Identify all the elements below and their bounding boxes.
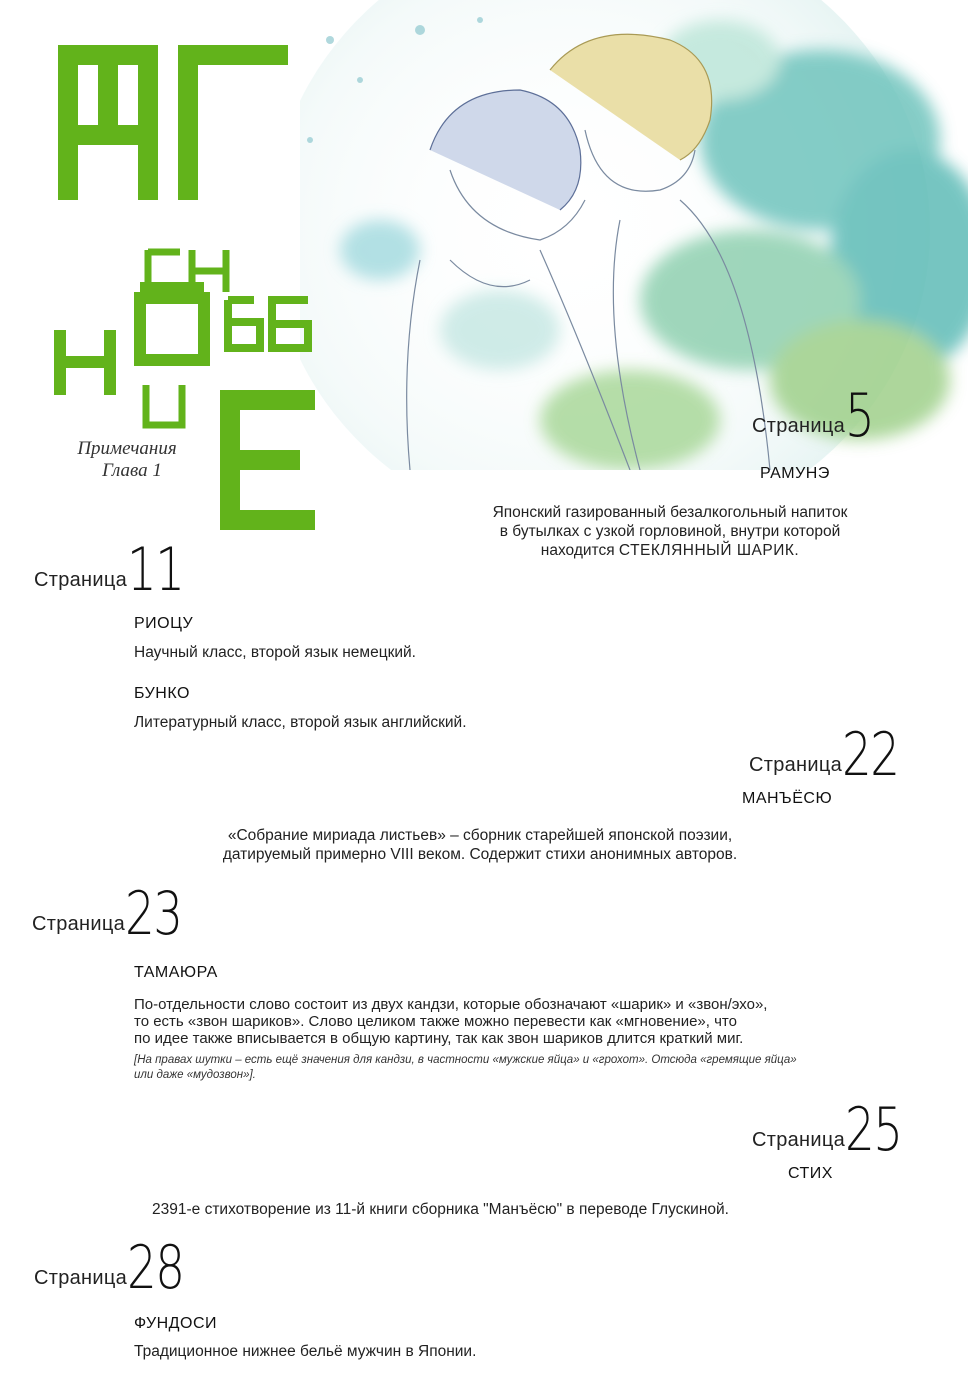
page-number: 5 (845, 381, 874, 451)
page-word: Страница (752, 1129, 846, 1151)
page-28-label (34, 1233, 199, 1303)
title-word-hidden: мгновение (40, 30, 45, 31)
page-number: 25 (845, 1095, 902, 1165)
page-25-label (752, 1095, 917, 1165)
page-word: Страница (752, 415, 846, 437)
desc-emphasis: СТЕКЛЯННЫЙ ШАРИК. (618, 542, 800, 559)
desc-line: датируемый примерно VIII веком. Содержит стихи анонимных авторов. (222, 846, 738, 863)
desc-line: по идее также вписывается в общую картину, так как звон шариков длится краткий миг. (134, 1030, 744, 1047)
notes-heading-line2: Глава 1 (102, 460, 162, 481)
term-bunko: БУНКО (134, 685, 190, 702)
term-riotsu: РИОЦУ (134, 615, 194, 632)
term-tamayura: ТАМАЮРА (134, 964, 218, 981)
desc-line: Японский газированный безалкогольный напиток (492, 504, 848, 521)
desc-line (380, 541, 960, 560)
page-word: Страница (749, 754, 843, 776)
term-manyoshu: МАНЪЁСЮ (742, 790, 833, 807)
term-ramune: РАМУНЭ (760, 465, 830, 482)
desc-riotsu: Научный класс, второй язык немецкий. (134, 644, 416, 661)
desc-tamayura (134, 996, 934, 1047)
desc-line: в бутылках с узкой горловиной, внутри которой (499, 523, 841, 540)
notes-heading-line1: Примечания (77, 438, 177, 459)
desc-fundoshi: Традиционное нижнее бельё мужчин в Японии. (134, 1343, 477, 1360)
desc-line: то есть «звон шариков». Слово целиком также можно перевести как «мгновение», что (134, 1013, 737, 1030)
term-poem: СТИХ (788, 1165, 833, 1182)
term-fundoshi: ФУНДОСИ (134, 1315, 217, 1332)
note-line: или даже «мудозвон»]. (134, 1069, 256, 1081)
page-23-label (32, 879, 197, 949)
desc-manyoshu (140, 826, 820, 864)
desc-ramune (380, 503, 960, 560)
page-number: 22 (842, 720, 899, 790)
desc-line: По-отдельности слово состоит из двух кандзи, которые обозначают «шарик» и «звон/эхо», (134, 996, 768, 1013)
page-22-label (749, 720, 914, 790)
page-5-label (752, 381, 881, 451)
joke-note (134, 1053, 934, 1083)
page-number: 11 (127, 535, 184, 605)
desc-bunko: Литературный класс, второй язык английский. (134, 714, 467, 731)
page-word: Страница (32, 913, 126, 935)
page-number: 28 (127, 1233, 184, 1303)
page-word: Страница (34, 569, 128, 591)
page-word: Страница (34, 1267, 128, 1289)
notes-heading (62, 438, 192, 482)
page-number: 23 (125, 879, 182, 949)
note-line: [На правах шутки – есть ещё значения для кандзи, в частности «мужские яйца» и «грохот». Отсюда «гремящие яйца» (134, 1054, 797, 1066)
desc-line: «Собрание мириада листьев» – сборник старейшей японской поэзии, (227, 827, 733, 844)
desc-poem: 2391-е стихотворение из 11-й книги сборника "Манъёсю" в переводе Глускиной. (152, 1201, 729, 1218)
page-11-label (34, 535, 199, 605)
desc-text: находится (540, 542, 619, 559)
